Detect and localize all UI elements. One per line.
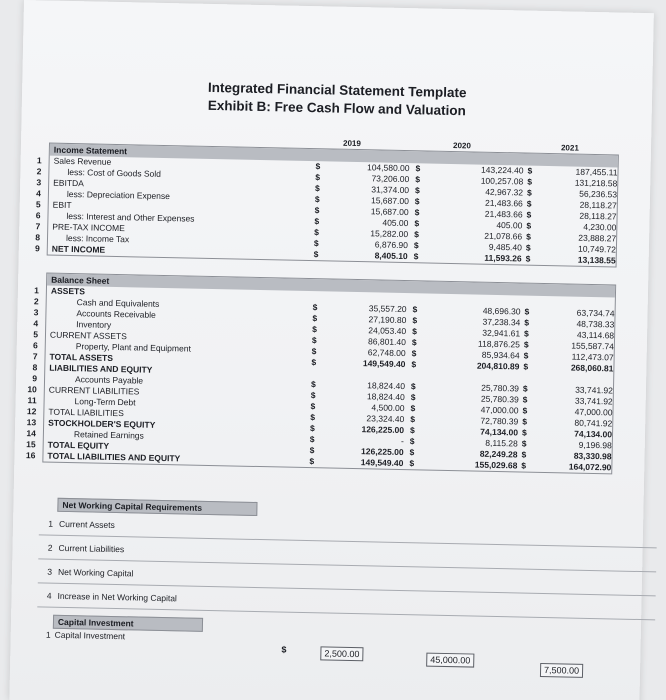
currency-symbol: $	[410, 381, 416, 392]
currency-symbol: $	[311, 335, 317, 346]
currency-symbol: $	[312, 313, 318, 324]
row-label: TOTAL EQUITY	[47, 439, 110, 451]
cell-value[interactable]: 23,888.27	[578, 232, 617, 244]
year-2020: 2020	[452, 141, 471, 151]
cell-value[interactable]: 126,225.00	[360, 446, 404, 458]
cell-value[interactable]: 100,257.08	[480, 175, 524, 187]
currency-symbol: $	[314, 205, 320, 216]
row-label: Cash and Equivalents	[76, 297, 160, 309]
row-label: Capital Investment	[54, 629, 126, 642]
cell-value[interactable]: 15,687.00	[370, 206, 409, 218]
cell-value[interactable]: 405.00	[496, 219, 523, 231]
cell-value[interactable]: 18,824.40	[367, 380, 406, 392]
row-label: Accounts Receivable	[76, 308, 156, 320]
row-label: TOTAL LIABILITIES	[48, 406, 124, 419]
currency-symbol: $	[409, 447, 415, 458]
row-label: EBIT	[52, 199, 72, 211]
income-statement-table	[34, 143, 619, 268]
currency-symbol: $	[414, 207, 420, 218]
capital-currency-symbol: $	[281, 644, 287, 655]
currency-symbol: $	[414, 218, 420, 229]
cell-value[interactable]: 25,780.39	[480, 393, 519, 405]
row-number: 2	[33, 296, 39, 307]
row-number: 7	[35, 221, 41, 232]
currency-symbol: $	[526, 198, 532, 209]
row-label: Accounts Payable	[74, 374, 144, 386]
cell-value[interactable]: 104,580.00	[366, 162, 410, 174]
year-2021: 2021	[560, 143, 579, 153]
cell-value[interactable]: 405.00	[382, 217, 409, 229]
row-label: LIABILITIES AND EQUITY	[49, 362, 153, 375]
cell-value[interactable]: 143,224.40	[480, 164, 524, 176]
row-number: 6	[32, 340, 38, 351]
row-number: 6	[35, 210, 41, 221]
cell-value[interactable]: 32,941.61	[482, 327, 521, 339]
cell-value[interactable]: 62,748.00	[367, 347, 406, 359]
cell-value[interactable]: 23,324.40	[366, 413, 405, 425]
page-title: Integrated Financial Statement Template	[207, 79, 467, 101]
capital-investment-header: Capital Investment	[53, 615, 203, 632]
currency-symbol: $	[526, 220, 532, 231]
cell-value[interactable]: 74,134.00	[480, 426, 519, 438]
row-label: EBITDA	[53, 177, 84, 189]
cell-value[interactable]: 85,934.64	[481, 349, 520, 361]
cell-value[interactable]: 33,741.92	[575, 384, 614, 396]
cell-value[interactable]: 149,549.40	[362, 358, 406, 370]
row-label: TOTAL ASSETS	[49, 351, 114, 363]
row-number: 2	[36, 166, 42, 177]
cell-value[interactable]: 48,738.33	[576, 318, 615, 330]
cell-value[interactable]: 48,696.30	[482, 305, 521, 317]
row-number: 3	[36, 177, 42, 188]
currency-symbol: $	[524, 328, 529, 339]
currency-symbol: $	[524, 306, 530, 317]
row-number: 5	[35, 199, 41, 210]
cell-value[interactable]: 73,206.00	[371, 173, 410, 185]
currency-symbol: $	[409, 425, 415, 436]
currency-symbol: $	[414, 229, 420, 240]
list-item	[46, 584, 255, 612]
cell-value[interactable]: 6,876.90	[374, 239, 409, 251]
row-number: 7	[32, 351, 38, 362]
row-number: 8	[35, 232, 41, 243]
cell-value[interactable]: 74,134.00	[574, 428, 613, 440]
row-label: PRE-TAX INCOME	[52, 221, 125, 234]
cell-value[interactable]: 18,824.40	[366, 391, 405, 403]
row-label: STOCKHOLDER'S EQUITY	[48, 417, 156, 430]
cell-value[interactable]: 15,282.00	[370, 228, 409, 240]
cell-value[interactable]: 187,455.11	[575, 166, 618, 178]
cell-value[interactable]: 28,118.27	[579, 199, 617, 211]
cell-value[interactable]: 4,500.00	[371, 402, 405, 414]
currency-symbol: $	[414, 196, 420, 207]
balance-sheet-table	[25, 273, 616, 475]
cell-value[interactable]: 9,485.40	[488, 241, 523, 253]
row-label: Long-Term Debt	[74, 396, 136, 408]
row-label: Current Assets	[58, 518, 115, 531]
cell-value[interactable]: 15,687.00	[370, 195, 409, 207]
currency-symbol: $	[522, 416, 528, 427]
row-number: 9	[32, 373, 38, 384]
row-number: 1	[36, 155, 42, 166]
currency-symbol: $	[521, 438, 527, 449]
capital-value-2019[interactable]: 2,500.00	[320, 646, 363, 661]
row-label: Net Working Capital	[57, 566, 134, 579]
cell-value[interactable]: 35,557.20	[368, 303, 407, 315]
row-number: 4	[46, 590, 52, 601]
cell-value[interactable]: 83,330.98	[573, 450, 612, 462]
currency-symbol: $	[310, 401, 316, 412]
currency-symbol: $	[311, 357, 317, 368]
currency-symbol: $	[524, 317, 530, 328]
row-label: CURRENT ASSETS	[49, 329, 127, 342]
currency-symbol: $	[312, 302, 318, 313]
currency-symbol: $	[314, 216, 320, 227]
row-label: TOTAL LIABILITIES AND EQUITY	[47, 450, 181, 464]
cell-value[interactable]: 8,115.28	[485, 437, 518, 449]
currency-symbol: $	[522, 394, 528, 405]
currency-symbol: $	[409, 458, 415, 469]
row-number: 10	[27, 384, 37, 395]
cell-value[interactable]: 43,114.68	[576, 329, 615, 341]
currency-symbol: $	[309, 456, 315, 467]
balance-sheet-header: Balance Sheet	[47, 274, 615, 298]
working-capital-header: Net Working Capital Requirements	[57, 498, 257, 516]
currency-symbol: $	[415, 174, 421, 185]
cell-value[interactable]: 21,483.66	[484, 197, 523, 209]
currency-symbol: $	[411, 348, 417, 359]
row-label: Sales Revenue	[53, 155, 112, 167]
currency-symbol: $	[413, 240, 419, 251]
row-number: 11	[27, 395, 37, 406]
cell-value[interactable]: 33,741.92	[574, 395, 613, 407]
currency-symbol: $	[523, 339, 529, 350]
currency-symbol: $	[521, 460, 527, 471]
currency-symbol: $	[410, 403, 416, 414]
currency-symbol: $	[309, 445, 315, 456]
currency-symbol: $	[526, 187, 532, 198]
cell-value[interactable]: 126,225.00	[361, 424, 405, 436]
worksheet-page	[9, 0, 654, 700]
row-label: less: Interest and Other Expenses	[66, 210, 195, 224]
currency-symbol: $	[412, 326, 417, 337]
cell-value[interactable]: 21,078.66	[484, 230, 523, 242]
currency-symbol: $	[413, 251, 419, 262]
cell-value[interactable]: 131,218.58	[574, 177, 618, 189]
cell-value[interactable]: -	[400, 435, 404, 447]
currency-symbol: $	[522, 383, 528, 394]
cell-value[interactable]: 42,967.32	[485, 186, 524, 198]
list-item	[43, 629, 203, 644]
row-number: 4	[33, 318, 39, 329]
year-2019: 2019	[342, 138, 361, 149]
currency-symbol: $	[523, 350, 529, 361]
row-number: 9	[34, 243, 40, 254]
currency-symbol: $	[313, 238, 319, 249]
currency-symbol: $	[314, 227, 320, 238]
row-label: Retained Earnings	[73, 429, 144, 441]
row-number: 13	[26, 417, 37, 428]
row-label: Current Liabilities	[58, 542, 125, 555]
cell-value[interactable]: 31,374.00	[371, 184, 410, 196]
currency-symbol: $	[314, 194, 320, 205]
currency-symbol: $	[521, 427, 527, 438]
row-label: less: Cost of Goods Sold	[67, 166, 162, 179]
row-label: NET INCOME	[51, 243, 106, 255]
cell-value[interactable]: 155,587.74	[571, 340, 614, 352]
cell-value[interactable]: 82,249.28	[479, 448, 518, 460]
cell-value[interactable]: 47,000.00	[480, 404, 519, 416]
capital-value-2021[interactable]: 7,500.00	[540, 663, 583, 678]
currency-symbol: $	[310, 412, 316, 423]
row-number: 3	[47, 566, 53, 577]
row-label: CURRENT LIABILITIES	[48, 384, 140, 397]
currency-symbol: $	[309, 434, 315, 445]
cell-value[interactable]: 24,053.40	[368, 325, 407, 337]
currency-symbol: $	[412, 304, 418, 315]
cell-value[interactable]: 4,230.00	[583, 221, 617, 233]
row-number: 16	[25, 450, 36, 461]
currency-symbol: $	[525, 253, 531, 264]
currency-symbol: $	[409, 436, 415, 447]
row-number: 8	[32, 362, 38, 373]
cell-value[interactable]: 204,810.89	[476, 360, 520, 372]
cell-value[interactable]: 56,236.53	[579, 188, 618, 200]
cell-value[interactable]: 8,405.10	[374, 250, 408, 262]
currency-symbol: $	[411, 337, 417, 348]
currency-symbol: $	[415, 163, 421, 174]
currency-symbol: $	[414, 185, 420, 196]
currency-symbol: $	[309, 423, 315, 434]
cell-value[interactable]: 268,060.81	[570, 362, 614, 374]
currency-symbol: $	[410, 392, 416, 403]
currency-symbol: $	[521, 449, 527, 460]
cell-value[interactable]: 86,801.40	[367, 336, 407, 348]
currency-symbol: $	[312, 324, 318, 335]
currency-symbol: $	[315, 161, 321, 172]
page-subtitle: Exhibit B: Free Cash Flow and Valuation	[207, 97, 466, 119]
currency-symbol: $	[412, 315, 418, 326]
row-number: 3	[33, 307, 39, 318]
row-number: 12	[26, 406, 37, 417]
cell-value[interactable]: 11,593.26	[484, 252, 522, 264]
cell-value[interactable]: 10,749.72	[577, 243, 617, 255]
currency-symbol: $	[527, 165, 533, 176]
cell-value[interactable]: 9,196.98	[578, 439, 612, 451]
currency-symbol: $	[411, 359, 417, 370]
currency-symbol: $	[310, 379, 316, 390]
cell-value[interactable]: 37,238.34	[482, 316, 521, 328]
row-label: less: Depreciation Expense	[66, 188, 171, 202]
currency-symbol: $	[315, 183, 320, 194]
cell-value[interactable]: 149,549.40	[360, 457, 404, 469]
cell-value[interactable]: 13,138.55	[577, 254, 616, 266]
currency-symbol: $	[527, 176, 533, 187]
cell-value[interactable]: 63,734.74	[576, 307, 615, 319]
currency-symbol: $	[310, 390, 316, 401]
currency-symbol: $	[311, 346, 317, 357]
cell-value[interactable]: 80,741.92	[574, 417, 613, 429]
currency-symbol: $	[526, 231, 531, 242]
cell-value[interactable]: 164,072.90	[568, 461, 612, 473]
currency-symbol: $	[315, 172, 321, 183]
cell-value[interactable]: 28,118.27	[579, 210, 617, 222]
title-block	[192, 80, 483, 119]
currency-symbol: $	[526, 209, 532, 220]
currency-symbol: $	[522, 405, 528, 416]
row-number: 1	[45, 629, 51, 640]
cell-value[interactable]: 25,780.39	[481, 382, 520, 394]
row-label: Increase in Net Working Capital	[57, 590, 177, 604]
row-number: 15	[26, 439, 36, 450]
cell-value[interactable]: 155,029.68	[474, 459, 518, 471]
income-statement-header: Income Statement	[50, 144, 618, 168]
row-label: ASSETS	[50, 285, 86, 297]
capital-value-2020[interactable]: 45,000.00	[426, 653, 474, 668]
cell-value[interactable]: 47,000.00	[574, 406, 613, 418]
cell-value[interactable]: 72,780.39	[480, 415, 519, 427]
row-label: less: Income Tax	[65, 232, 130, 245]
cell-value[interactable]: 27,190.80	[368, 314, 407, 326]
row-number: 1	[34, 285, 40, 296]
row-label: Property, Plant and Equipment	[75, 341, 191, 354]
row-number: 2	[47, 542, 53, 553]
currency-symbol: $	[523, 361, 529, 372]
row-number: 4	[36, 188, 42, 199]
currency-symbol: $	[525, 242, 531, 253]
cell-value[interactable]: 118,876.25	[477, 338, 520, 350]
cell-value[interactable]: 21,483.66	[484, 208, 523, 220]
currency-symbol: $	[410, 414, 416, 425]
row-number: 1	[48, 518, 54, 529]
currency-symbol: $	[313, 249, 319, 260]
cell-value[interactable]: 112,473.07	[571, 351, 614, 363]
row-number: 5	[33, 329, 39, 340]
row-label: Inventory	[76, 319, 112, 330]
working-capital-table	[46, 498, 257, 612]
row-number: 14	[26, 428, 37, 439]
